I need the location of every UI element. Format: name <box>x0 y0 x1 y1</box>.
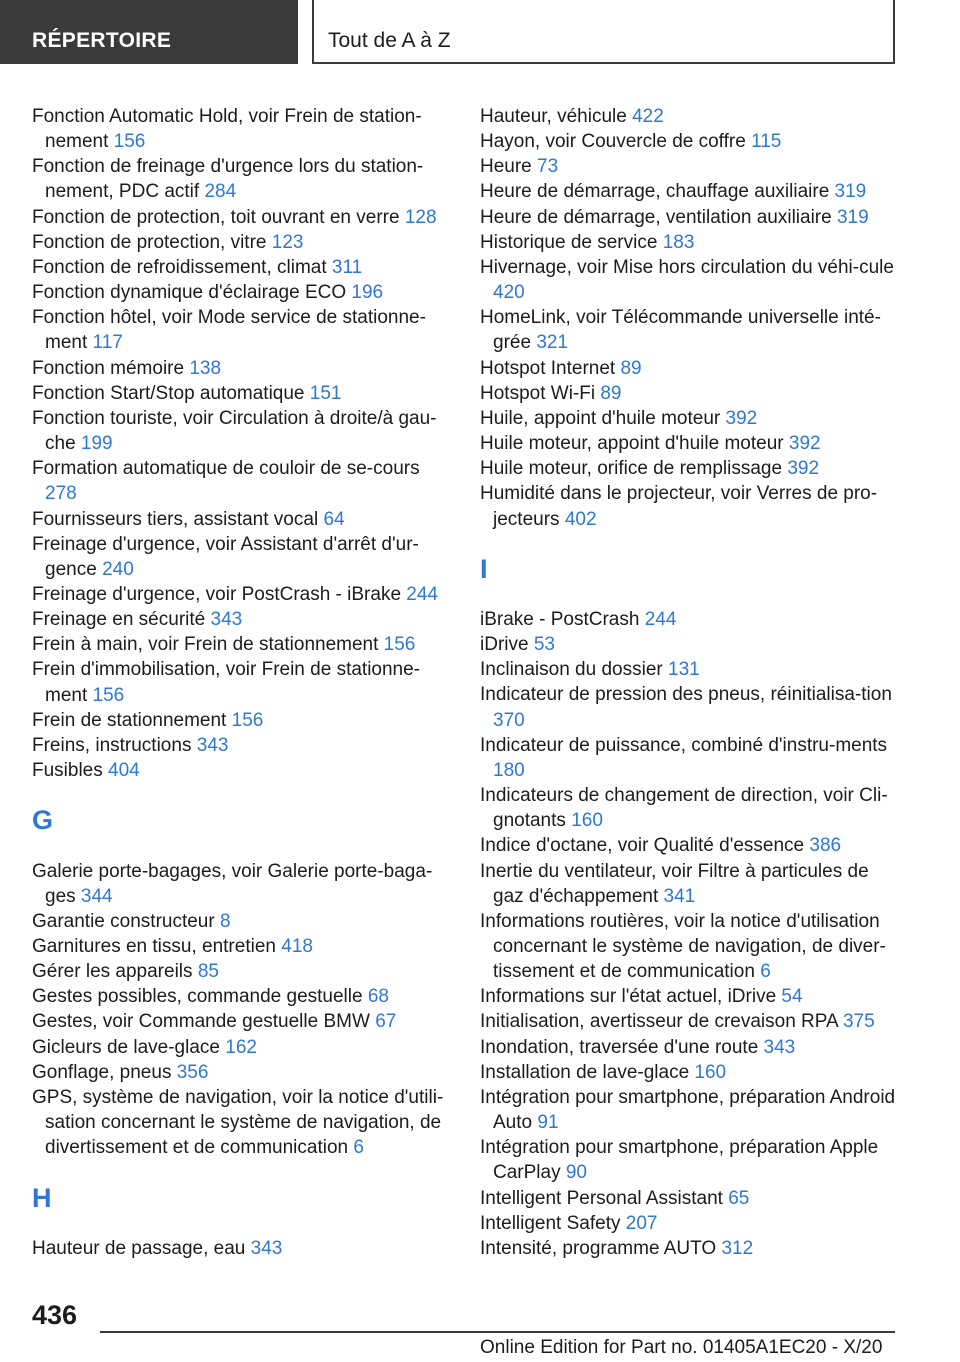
entry-text: iDrive <box>480 634 529 656</box>
index-entry <box>32 356 448 381</box>
page-link[interactable]: 160 <box>694 1061 727 1083</box>
section-spacer <box>32 833 448 858</box>
entry-text: Fonction de protection, toit ouvrant en verre <box>32 206 400 228</box>
entry-text: Inertie du ventilateur, voir Filtre à particules de gaz d'échappement <box>480 860 869 907</box>
index-entry <box>32 909 448 934</box>
section-spacer <box>32 1160 448 1185</box>
entry-text: Freinage d'urgence, voir PostCrash - iBrake <box>32 583 402 605</box>
entry-text: Gicleurs de lave-glace <box>32 1036 220 1058</box>
entry-text: Indicateur de pression des pneus, réinitialisa-tion <box>480 684 892 706</box>
index-entry <box>480 381 896 406</box>
page-link[interactable]: 278 <box>45 483 77 505</box>
page-link[interactable]: 370 <box>493 709 525 731</box>
page-link[interactable]: 151 <box>309 382 342 404</box>
index-entry <box>32 959 448 984</box>
index-entry <box>480 1085 896 1135</box>
index-entry <box>32 859 448 909</box>
page-link[interactable]: 392 <box>787 458 820 480</box>
page-link[interactable]: 319 <box>834 181 867 203</box>
page-link[interactable]: 344 <box>80 885 113 907</box>
entry-text: Hauteur de passage, eau <box>32 1237 246 1259</box>
index-entry <box>480 1035 896 1060</box>
page-link[interactable]: 422 <box>632 106 664 127</box>
entry-text: Hauteur, véhicule <box>480 106 627 127</box>
entry-text: Galerie porte-bagages, voir Galerie porte-baga-ges <box>32 860 433 907</box>
index-entry <box>32 582 448 607</box>
entry-text: Historique de service <box>480 231 658 253</box>
index-entry <box>32 305 448 355</box>
index-entry <box>32 154 448 204</box>
index-entry <box>480 859 896 909</box>
entry-text: Hotspot Internet <box>480 357 616 379</box>
page-link[interactable]: 402 <box>564 508 597 530</box>
page-link[interactable]: 341 <box>663 885 696 907</box>
entry-text: Formation automatique de couloir de se-cours <box>32 458 420 480</box>
page-link[interactable]: 207 <box>625 1212 658 1234</box>
page-header <box>0 0 960 66</box>
index-entry <box>32 934 448 959</box>
page-link[interactable]: 6 <box>353 1137 364 1159</box>
entry-text: Fonction Start/Stop automatique <box>32 382 305 404</box>
entry-text: Hayon, voir Couvercle de coffre <box>480 131 746 153</box>
page-link[interactable]: 375 <box>842 1011 875 1033</box>
page-link[interactable]: 180 <box>493 759 525 781</box>
entry-text: Inondation, traversée d'une route <box>480 1036 759 1058</box>
entry-text: Frein à main, voir Frein de stationnement <box>32 634 379 656</box>
page-link[interactable]: 67 <box>375 1011 397 1033</box>
section-spacer <box>32 1211 448 1236</box>
entry-text: Indicateur de puissance, combiné d'instru-ments <box>480 734 888 756</box>
page-link[interactable]: 196 <box>351 282 384 304</box>
entry-text: GPS, système de navigation, voir la notice d'utili-sation concernant le système de navigation, de divertissement et de communication <box>32 1086 444 1159</box>
page-link[interactable]: 284 <box>204 181 237 203</box>
index-entry <box>32 255 448 280</box>
footer-divider <box>100 1331 895 1333</box>
index-entry <box>32 758 448 783</box>
index-entry <box>480 129 896 154</box>
entry-text: iBrake - PostCrash <box>480 608 640 630</box>
header-title: Tout de A à Z <box>312 0 895 64</box>
entry-text: Indice d'octane, voir Qualité d'essence <box>480 835 805 857</box>
page-link[interactable]: 68 <box>367 986 389 1008</box>
index-entry <box>480 607 896 632</box>
page-link[interactable]: 131 <box>668 659 700 681</box>
entry-text: Frein d'immobilisation, voir Frein de stationne-ment <box>32 659 421 706</box>
entry-text: Gérer les appareils <box>32 961 193 983</box>
page-link[interactable]: 160 <box>571 810 603 832</box>
entry-text: Huile moteur, appoint d'huile moteur <box>480 433 784 455</box>
entry-text: Indicateurs de changement de direction, voir Cli-gnotants <box>480 785 888 832</box>
entry-text: Gestes, voir Commande gestuelle BMW <box>32 1011 370 1033</box>
index-entry <box>480 1186 896 1211</box>
index-entry <box>32 1035 448 1060</box>
index-entry <box>32 280 448 305</box>
page-link[interactable]: 85 <box>197 961 219 983</box>
entry-text: Intelligent Safety <box>480 1212 621 1234</box>
page-link[interactable]: 404 <box>108 760 140 782</box>
entry-text: Fonction dynamique d'éclairage ECO <box>32 282 347 304</box>
entry-text: Intensité, programme AUTO <box>480 1237 717 1259</box>
entry-text: Fusibles <box>32 760 103 782</box>
page-link[interactable]: 8 <box>219 910 231 932</box>
page-link[interactable]: 156 <box>92 684 125 706</box>
entry-text: Garnitures en tissu, entretien <box>32 935 276 957</box>
index-entry <box>480 456 896 481</box>
entry-text: Fonction hôtel, voir Mode service de stationne-ment <box>32 307 426 354</box>
index-entry <box>480 481 896 531</box>
index-entry <box>480 1135 896 1185</box>
entry-text: Freinage en sécurité <box>32 609 206 631</box>
entry-text: Fournisseurs tiers, assistant vocal <box>32 508 319 530</box>
index-entry <box>480 305 896 355</box>
page-number: 436 <box>32 1300 78 1330</box>
page-link[interactable]: 65 <box>728 1187 750 1209</box>
index-entry <box>480 657 896 682</box>
page-link[interactable]: 343 <box>763 1036 796 1058</box>
index-entry <box>32 406 448 456</box>
page-link[interactable]: 321 <box>536 332 569 354</box>
page-link[interactable]: 53 <box>533 634 555 656</box>
index-entry <box>32 733 448 758</box>
index-entry <box>480 1236 896 1261</box>
entry-text: Intégration pour smartphone, préparation Android Auto <box>480 1086 896 1134</box>
entry-text: Informations routières, voir la notice d'utilisation concernant le système de navigation, de diver-tissement et de communication <box>480 910 886 983</box>
page-link[interactable]: 319 <box>836 206 869 228</box>
page-link[interactable]: 343 <box>210 609 243 631</box>
page-link[interactable]: 162 <box>225 1036 257 1058</box>
page-link[interactable]: 418 <box>281 935 313 957</box>
entry-text: Informations sur l'état actuel, iDrive <box>480 986 777 1008</box>
index-entry <box>480 632 896 657</box>
entry-text: Freinage d'urgence, voir Assistant d'arrêt d'ur-gence <box>32 533 419 580</box>
page-link[interactable]: 183 <box>662 231 695 253</box>
index-entry <box>32 1009 448 1034</box>
page-link[interactable]: 199 <box>80 433 113 455</box>
section-tab: RÉPERTOIRE <box>0 0 298 64</box>
index-entry <box>32 456 448 506</box>
page-link[interactable]: 343 <box>196 734 229 756</box>
entry-text: Hivernage, voir Mise hors circulation du véhi-cule <box>480 256 894 278</box>
entry-text: Intelligent Personal Assistant <box>480 1187 723 1209</box>
page-link[interactable]: 73 <box>537 156 559 178</box>
index-entry <box>480 733 896 783</box>
index-entry <box>480 909 896 984</box>
entry-text: Huile moteur, orifice de remplissage <box>480 458 783 480</box>
page-link[interactable]: 89 <box>600 382 622 404</box>
entry-text: Heure de démarrage, ventilation auxiliaire <box>480 206 832 228</box>
entry-text: Initialisation, avertisseur de crevaison RPA <box>480 1011 838 1033</box>
index-entry <box>32 1236 448 1261</box>
page-link[interactable]: 156 <box>231 709 264 731</box>
page-link[interactable]: 356 <box>176 1061 209 1083</box>
index-entry <box>32 607 448 632</box>
entry-text: HomeLink, voir Télécommande universelle inté-grée <box>480 307 881 354</box>
entry-text: Intégration pour smartphone, préparation Apple CarPlay <box>480 1137 879 1184</box>
page-link[interactable]: 91 <box>537 1112 559 1134</box>
page-link[interactable]: 128 <box>404 206 437 228</box>
entry-text: Gestes possibles, commande gestuelle <box>32 986 363 1008</box>
index-column-right <box>480 104 896 1261</box>
index-entry <box>480 255 896 305</box>
page-link[interactable]: 117 <box>92 332 123 354</box>
page-link[interactable]: 392 <box>788 433 821 455</box>
page-link[interactable]: 312 <box>721 1237 754 1259</box>
page-link[interactable]: 240 <box>102 558 134 580</box>
index-entry <box>480 356 896 381</box>
index-entry <box>480 833 896 858</box>
index-entry <box>32 532 448 582</box>
entry-text: Fonction touriste, voir Circulation à droite/à gau-che <box>32 407 437 455</box>
entry-text: Gonflage, pneus <box>32 1061 172 1083</box>
index-entry <box>480 179 896 204</box>
index-entry <box>32 984 448 1009</box>
index-entry <box>480 783 896 833</box>
entry-text: Garantie constructeur <box>32 910 215 932</box>
entry-text: Huile, appoint d'huile moteur <box>480 407 721 429</box>
page-link[interactable]: 156 <box>113 131 146 153</box>
entry-text: Installation de lave-glace <box>480 1061 690 1083</box>
index-entry <box>480 1060 896 1085</box>
edition-note: Online Edition for Part no. 01405A1EC20 - X/20 <box>480 1337 883 1358</box>
index-entry <box>32 1060 448 1085</box>
index-column-left <box>32 104 448 1261</box>
index-entry <box>480 1211 896 1236</box>
index-entry <box>480 682 896 732</box>
index-entry <box>480 205 896 230</box>
index-entry <box>480 1009 896 1034</box>
index-entry <box>32 381 448 406</box>
page-link[interactable]: 138 <box>189 357 222 379</box>
entry-text: Fonction de freinage d'urgence lors du station-nement, PDC actif <box>32 156 424 203</box>
entry-text: Hotspot Wi-Fi <box>480 382 596 404</box>
entry-text: Fonction de refroidissement, climat <box>32 256 327 278</box>
section-spacer <box>32 783 448 808</box>
entry-text: Fonction de protection, vitre <box>32 231 267 253</box>
entry-text: Fonction Automatic Hold, voir Frein de station-nement <box>32 106 422 153</box>
index-entry <box>32 205 448 230</box>
page-link[interactable]: 156 <box>383 634 416 656</box>
section-spacer <box>480 582 896 607</box>
index-entry <box>480 230 896 255</box>
page-link[interactable]: 115 <box>751 131 782 153</box>
page-link[interactable]: 54 <box>781 986 803 1008</box>
entry-text: Freins, instructions <box>32 734 192 756</box>
index-entry <box>32 632 448 657</box>
entry-text: Frein de stationnement <box>32 709 227 731</box>
index-entry <box>32 230 448 255</box>
index-entry <box>32 1085 448 1160</box>
page-link[interactable]: 89 <box>620 357 642 379</box>
entry-text: Fonction mémoire <box>32 357 185 379</box>
index-entry <box>32 507 448 532</box>
page-link[interactable]: 90 <box>565 1162 587 1184</box>
index-entry <box>480 431 896 456</box>
section-letter: H <box>32 1182 52 1213</box>
index-entry <box>480 104 896 129</box>
page-link[interactable]: 343 <box>250 1237 283 1259</box>
index-entry <box>480 406 896 431</box>
page-link[interactable]: 392 <box>725 407 758 429</box>
page-link[interactable]: 244 <box>406 583 438 605</box>
page-link[interactable]: 6 <box>760 961 771 983</box>
page-link[interactable]: 123 <box>271 231 304 253</box>
entry-text: Inclinaison du dossier <box>480 659 663 681</box>
index-entry <box>480 154 896 179</box>
index-entry <box>32 104 448 154</box>
entry-text: Heure de démarrage, chauffage auxiliaire <box>480 181 830 203</box>
index-entry <box>32 657 448 707</box>
page-link[interactable]: 311 <box>331 256 363 278</box>
entry-text: Heure <box>480 156 532 178</box>
section-letter: G <box>32 805 54 836</box>
page-link[interactable]: 64 <box>323 508 345 530</box>
page-link[interactable]: 386 <box>809 835 842 857</box>
page-link[interactable]: 420 <box>493 282 525 304</box>
index-entry <box>480 984 896 1009</box>
entry-text: Humidité dans le projecteur, voir Verres de pro-jecteurs <box>480 483 878 530</box>
page-link[interactable]: 244 <box>644 608 677 630</box>
section-spacer <box>480 532 896 557</box>
section-letter: I <box>480 553 488 584</box>
index-entry <box>32 708 448 733</box>
